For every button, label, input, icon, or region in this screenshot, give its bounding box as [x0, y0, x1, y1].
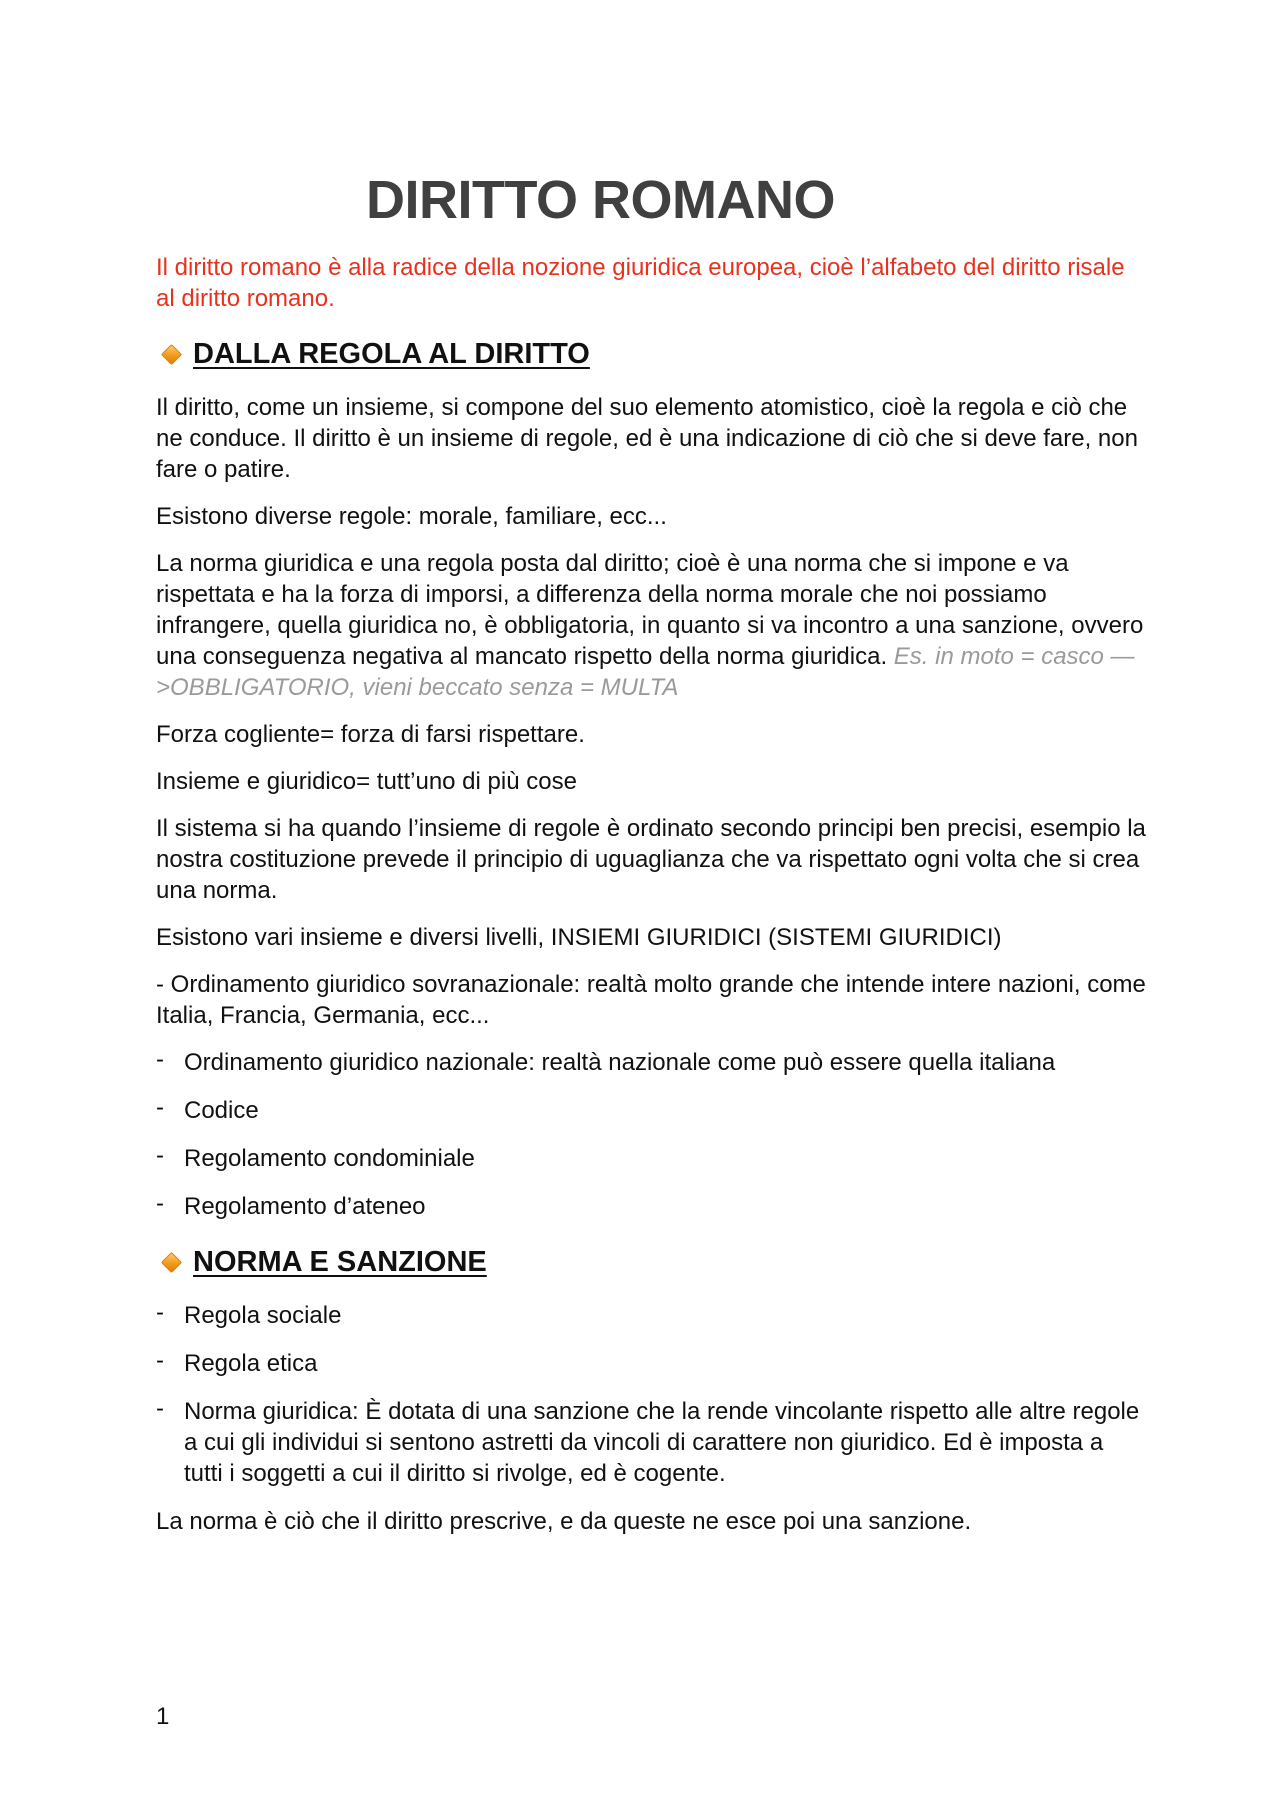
- document-content: [156, 168, 1146, 1553]
- dash-list: [156, 1300, 1146, 1489]
- list-item: - Regola etica: [156, 1348, 1146, 1379]
- page-number: 1: [156, 1703, 170, 1730]
- paragraph: Il sistema si ha quando l’insieme di regole è ordinato secondo principi ben precisi, esempio la nostra costituzione prevede il principio di uguaglianza che va rispettato ogni volta che si crea una norma.: [156, 815, 1146, 904]
- paragraph-text: La norma giuridica e una regola posta dal diritto; cioè è una norma che si impone e va rispettata e ha la forza di imporsi, a differenza della norma morale che noi possiamo infrangere, quella giuridica no, è obbligatoria, in quanto si va incontro a una sanzione, ovvero una conseguenza negativa al mancato rispetto della norma giuridica.: [156, 550, 1144, 670]
- list-item: - Regolamento d’ateneo: [156, 1191, 1146, 1222]
- dash-list: [156, 1047, 1146, 1222]
- list-item: - Ordinamento giuridico nazionale: realtà nazionale come può essere quella italiana: [156, 1047, 1146, 1078]
- paragraph: - Ordinamento giuridico sovranazionale: realtà molto grande che intende intere nazioni, come Italia, Francia, Germania, ecc...: [156, 971, 1146, 1029]
- section-heading-text: DALLA REGOLA AL DIRITTO: [193, 338, 590, 370]
- orange-diamond-icon: [161, 1251, 182, 1272]
- paragraph: Forza cogliente= forza di farsi rispettare.: [156, 721, 585, 748]
- list-item: - Norma giuridica: È dotata di una sanzione che la rende vincolante rispetto alle altre regole a cui gli individui si sentono astretti da vincoli di carattere non giuridico. Ed è imposta a tutti i soggetti a cui il diritto si rivolge, ed è cogente.: [156, 1396, 1146, 1489]
- paragraph: Il diritto, come un insieme, si compone del suo elemento atomistico, cioè la regola e ciò che ne conduce. Il diritto è un insieme di regole, ed è una indicazione di ciò che si deve fare, non fare o patire.: [156, 394, 1138, 483]
- intro-paragraph: Il diritto romano è alla radice della nozione giuridica europea, cioè l’alfabeto del diritto risale al diritto romano.: [156, 254, 1125, 312]
- list-item: - Regola sociale: [156, 1300, 1146, 1331]
- paragraph: Esistono diverse regole: morale, familiare, ecc...: [156, 503, 667, 530]
- orange-diamond-icon: [161, 343, 182, 364]
- closing-paragraph: La norma è ciò che il diritto prescrive, e da queste ne esce poi una sanzione.: [156, 1508, 972, 1535]
- paragraph-with-example: [156, 548, 1146, 703]
- example-note: Es. in moto = casco —>OBBLIGATORIO, vieni beccato senza = MULTA: [156, 643, 1135, 701]
- list-item: - Codice: [156, 1095, 1146, 1126]
- section-heading-text: NORMA E SANZIONE: [193, 1246, 487, 1278]
- paragraph: Esistono vari insieme e diversi livelli, INSIEMI GIURIDICI (SISTEMI GIURIDICI): [156, 924, 1002, 951]
- page-title: DIRITTO ROMANO: [366, 170, 835, 230]
- section-heading-norma-sanzione: [156, 1244, 1146, 1280]
- list-item: - Regolamento condominiale: [156, 1143, 1146, 1174]
- paragraph: Insieme e giuridico= tutt’uno di più cose: [156, 768, 577, 795]
- section-heading-dalla-regola: [156, 336, 1146, 372]
